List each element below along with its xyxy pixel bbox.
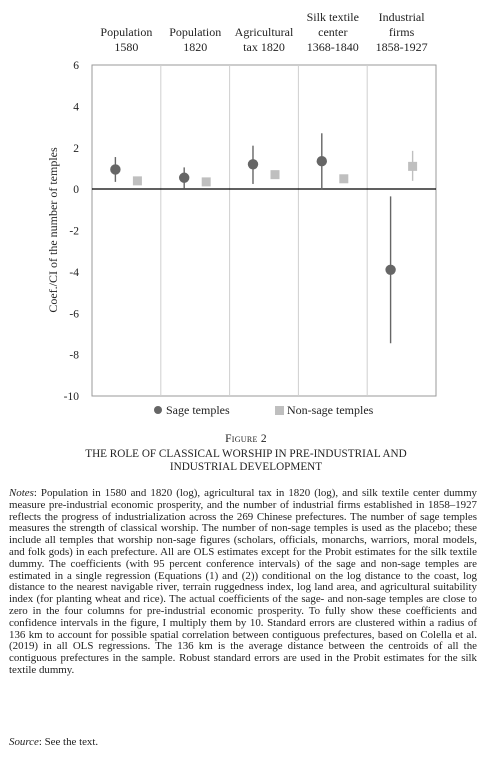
legend-marker-non-sage: [275, 406, 284, 415]
sage-point: [110, 164, 120, 174]
legend: [154, 403, 374, 417]
column-headers: [100, 10, 427, 54]
y-tick-label: -4: [69, 266, 79, 279]
non-sage-point: [271, 170, 280, 179]
figure-caption: [0, 433, 492, 474]
figure-source: Source: See the text.: [9, 736, 99, 748]
non-sage-point: [133, 176, 142, 185]
non-sage-point: [408, 162, 417, 171]
source-lead: Source: [9, 736, 39, 748]
column-header-line: Silk textile: [306, 10, 359, 24]
y-tick-label: -10: [63, 391, 79, 403]
y-tick-label: -8: [69, 349, 79, 362]
legend-marker-sage: [154, 406, 162, 414]
column-header-line: tax 1820: [243, 40, 285, 54]
y-tick-label: 2: [73, 142, 79, 155]
column-header-line: firms: [388, 25, 415, 39]
column-header-line: 1580: [114, 40, 139, 54]
column-header-line: Population: [169, 25, 222, 39]
non-sage-point: [339, 174, 348, 183]
y-tick-label: 6: [73, 60, 79, 72]
column-separators: [161, 65, 367, 396]
notes-text: Population in 1580 and 1820 (log), agricultural tax in 1820 (log), and silk textile center dummy measure pre-industrial economic prosperity, and the number of industrial firms established in 1858–1927 reflects the progress of industrialization across the 269 Chinese prefectures. The number of sage temples measures the strength of classical worship. The number of non-sage temples is used as the placebo; these include all temples that worship non-sage figures (scholars, officials, monarchs, warriors, moral models, and folk gods) in each prefecture. All are OLS estimates except for the Probit estimates for the silk textile dummy. The coefficients (with 95 percent conference intervals) of the sage and non-sage temples are estimated in a single regression (Equations (1) and (2)) conditional on the log distance to the coast, log distance to the nearest navigable river, terrain ruggedness index, log land area, and agricultural suitability index (for planting wheat and rice). The actual coefficients of the sage- and non-sage temples are close to zero in the four columns for pre-industrial economic prosperity. To fully show these coefficients and confidence intervals in the figure, I multiply them by 10. Standard errors are clustered within a radius of 136 km to account for possible spatial correlation between contiguous prefectures, based on Colella et al. (2019) in all OLS regressions. The 136 km is the average distance between the centroids of all the contiguous prefectures in the sample. Robust standard errors are used in the Probit estimates for the silk textile dummy.: [9, 487, 478, 676]
sage-point: [179, 173, 189, 183]
notes-lead: Notes: [9, 487, 34, 499]
sage-point: [385, 265, 395, 275]
y-tick-label: -6: [69, 308, 79, 321]
column-header-line: 1858-1927: [375, 40, 428, 54]
figure-title: THE ROLE OF CLASSICAL WORSHIP IN PRE-INDUSTRIAL AND INDUSTRIAL DEVELOPMENT: [85, 448, 407, 473]
figure-label: Figure 2: [225, 433, 267, 445]
y-axis-ticks: [64, 60, 80, 403]
y-axis-label: Coef./CI of the number of temples: [46, 147, 60, 313]
source-text: See the text.: [44, 736, 99, 748]
plot-frame: [92, 65, 436, 396]
column-header-line: Population: [100, 25, 153, 39]
figure-notes: Notes: Population in 1580 and 1820 (log), agricultural tax in 1820 (log), and silk textile center dummy measure pre-industrial economic prosperity, and the number of industrial firms established in 1858–1927 reflects the progress of industrialization across the 269 Chinese prefectures. The number of sage temples measures the strength of classical worship. The number of non-sage temples is used as the placebo; these include all temples that worship non-sage figures (scholars, officials, monarchs, warriors, moral models, and folk gods) in each prefecture. All are OLS estimates except for the Probit estimates for the silk textile dummy. The coefficients (with 95 percent conference intervals) of the sage and non-sage temples are estimated in a single regression (Equations (1) and (2)) conditional on the log distance to the coast, log distance to the nearest navigable river, terrain ruggedness index, log land area, and agricultural suitability index (for planting wheat and rice). The actual coefficients of the sage- and non-sage temples are close to zero in the four columns for pre-industrial economic prosperity. To fully show these coefficients and confidence intervals in the figure, I multiply them by 10. Standard errors are clustered within a radius of 136 km to account for possible spatial correlation between contiguous prefectures, based on Colella et al. (2019) in all OLS regressions. The 136 km is the average distance between the centroids of all the contiguous prefectures in the sample. Robust standard errors are used in the Probit estimates for the silk textile dummy.: [9, 487, 478, 676]
column-header-line: 1368-1840: [306, 40, 359, 54]
y-tick-label: -2: [69, 225, 79, 238]
column-header-line: Industrial: [378, 10, 425, 24]
column-header-line: 1820: [183, 40, 208, 54]
non-sage-point: [202, 177, 211, 186]
data-marks: [110, 133, 417, 343]
sage-point: [248, 159, 258, 169]
sage-point: [317, 156, 327, 166]
legend-label-non-sage: Non-sage temples: [287, 403, 374, 417]
column-header-line: center: [318, 25, 348, 39]
y-tick-label: 0: [73, 184, 79, 197]
y-tick-label: 4: [73, 101, 79, 114]
legend-label-sage: Sage temples: [166, 403, 230, 417]
column-header-line: Agricultural: [234, 25, 294, 39]
